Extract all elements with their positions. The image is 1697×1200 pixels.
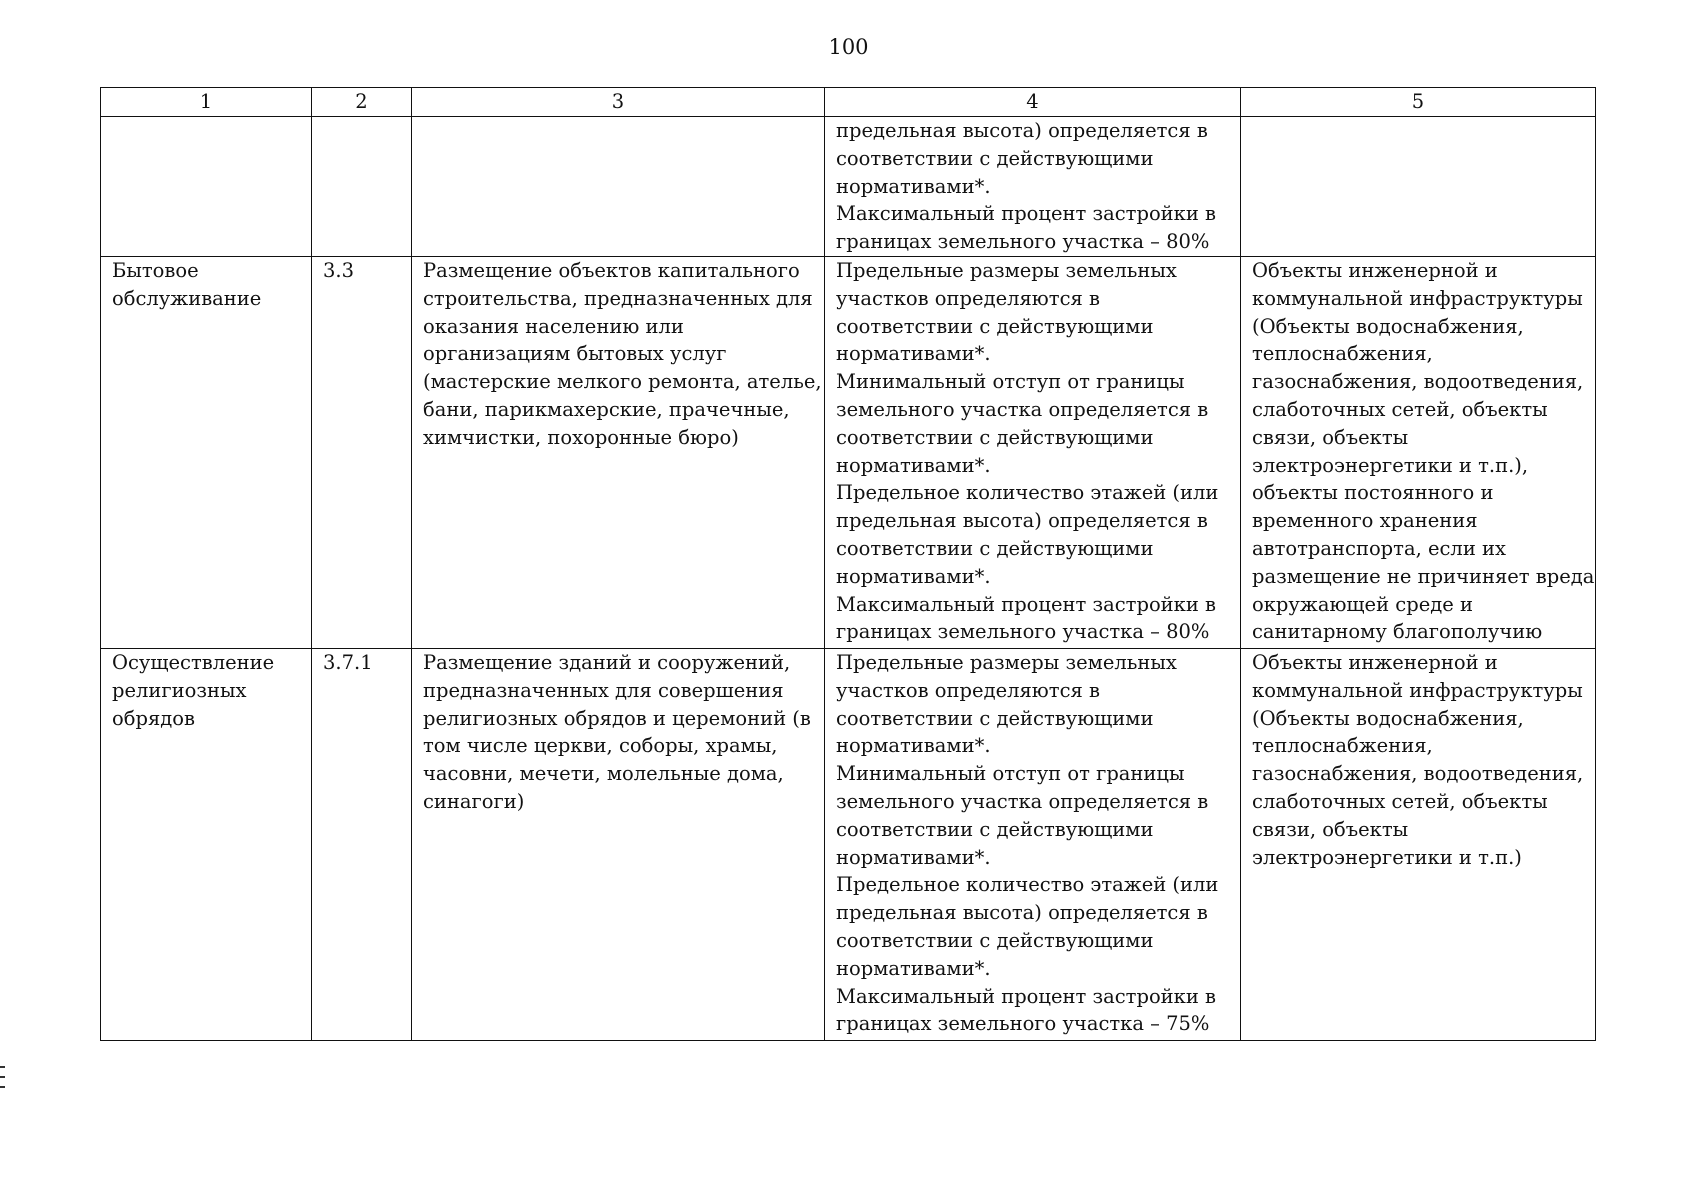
cell-text-line: соответствии с действующими — [836, 928, 1154, 952]
cell-text-line: нормативами*. — [836, 564, 991, 588]
continuation-cell-2 — [312, 117, 412, 257]
cell-text-line: Предельные размеры земельных — [836, 259, 1177, 282]
cell-text-line: Объекты инженерной и — [1252, 259, 1498, 282]
cell-text-line: организациям бытовых услуг — [423, 342, 727, 366]
cell-text-line: земельного участка определяется в — [836, 397, 1209, 421]
header-cell-2: 2 — [312, 88, 412, 117]
header-cell-5: 5 — [1241, 88, 1596, 117]
cell-text-line: газоснабжения, водоотведения, — [1252, 370, 1584, 394]
cell-text-line: нормативами*. — [836, 174, 991, 198]
cell-text-line: соответствии с действующими — [836, 425, 1154, 449]
cell-text-line: газоснабжения, водоотведения, — [1252, 762, 1584, 786]
header-cell-3: 3 — [412, 88, 825, 117]
cell-text-line: окружающей среде и — [1252, 592, 1473, 616]
cell-text-line: обрядов — [112, 706, 195, 730]
cell-text-line: Предельное количество этажей (или — [836, 481, 1219, 505]
cell-text-line: строительства, предназначенных для — [423, 286, 813, 310]
cell-text-line: Максимальный процент застройки в — [836, 202, 1217, 226]
scan-edge-mark — [0, 1086, 5, 1088]
cell-text-line: Осуществление — [112, 651, 275, 674]
cell-text-line: земельного участка определяется в — [836, 789, 1209, 813]
cell-text-line: объекты постоянного и — [1252, 481, 1494, 505]
cell-text-line: предельная высота) определяется в — [836, 509, 1208, 533]
cell-text-line: бани, парикмахерские, прачечные, — [423, 397, 790, 421]
cell-text-line: оказания населению или — [423, 314, 684, 338]
table-row — [101, 257, 1596, 649]
use-parameters-cell — [825, 257, 1241, 649]
cell-text-line: размещение не причиняет вреда — [1252, 564, 1595, 588]
cell-text-line: электроэнергетики и т.п.) — [1252, 845, 1522, 869]
auxiliary-uses-cell — [1241, 649, 1596, 1041]
continuation-row — [101, 117, 1596, 257]
cell-text-line: теплоснабжения, — [1252, 734, 1433, 758]
cell-text-line: обслуживание — [112, 286, 262, 310]
cell-text-line: предельная высота) определяется в — [836, 901, 1208, 925]
cell-text-line: Максимальный процент застройки в — [836, 592, 1217, 616]
cell-text-line: слаботочных сетей, объекты — [1252, 789, 1548, 813]
scan-edge-mark — [0, 1066, 5, 1068]
cell-text-line: коммунальной инфраструктуры — [1252, 678, 1583, 702]
cell-text-line: участков определяются в — [836, 678, 1100, 702]
cell-text-line: Максимальный процент застройки в — [836, 984, 1217, 1008]
continuation-cell-5 — [1241, 117, 1596, 257]
cell-text-line: предельная высота) определяется в — [836, 119, 1208, 142]
cell-text-line: Объекты инженерной и — [1252, 651, 1498, 674]
cell-text-line: Минимальный отступ от границы — [836, 370, 1185, 394]
auxiliary-uses-cell — [1241, 257, 1596, 649]
cell-text-line: теплоснабжения, — [1252, 342, 1433, 366]
scan-edge-mark — [0, 1076, 5, 1078]
use-name-cell — [101, 649, 312, 1041]
cell-text-line: (мастерские мелкого ремонта, ателье, — [423, 370, 822, 394]
cell-text-line: соответствии с действующими — [836, 536, 1154, 560]
header-cell-4: 4 — [825, 88, 1241, 117]
continuation-parameters — [825, 117, 1241, 257]
cell-text-line: нормативами*. — [836, 845, 991, 869]
cell-text-line: соответствии с действующими — [836, 314, 1154, 338]
cell-text-line: Размещение зданий и сооружений, — [423, 651, 791, 674]
cell-text-line: соответствии с действующими — [836, 817, 1154, 841]
cell-text-line: часовни, мечети, молельные дома, — [423, 762, 784, 786]
header-cell-1: 1 — [101, 88, 312, 117]
cell-text-line: (Объекты водоснабжения, — [1252, 314, 1524, 338]
page-number: 100 — [828, 35, 869, 59]
cell-text-line: коммунальной инфраструктуры — [1252, 286, 1583, 310]
use-description-cell — [412, 257, 825, 649]
cell-text-line: соответствии с действующими — [836, 146, 1154, 170]
cell-text-line: религиозных — [112, 678, 247, 702]
cell-text-line: синагоги) — [423, 789, 525, 813]
cell-text-line: Минимальный отступ от границы — [836, 762, 1185, 786]
cell-text-line: Бытовое — [112, 259, 199, 282]
cell-text-line: нормативами*. — [836, 453, 991, 477]
cell-text-line: санитарному благополучию — [1252, 620, 1543, 644]
continuation-cell-3 — [412, 117, 825, 257]
cell-text-line: электроэнергетики и т.п.), — [1252, 453, 1529, 477]
cell-text-line: границах земельного участка – 80% — [836, 620, 1210, 644]
zoning-table — [100, 87, 1596, 1041]
cell-text-line: нормативами*. — [836, 342, 991, 366]
cell-text-line: (Объекты водоснабжения, — [1252, 706, 1524, 730]
cell-text-line: предназначенных для совершения — [423, 678, 784, 702]
use-name-cell — [101, 257, 312, 649]
use-description-cell — [412, 649, 825, 1041]
cell-text-line: связи, объекты — [1252, 817, 1409, 841]
use-code-cell: 3.7.1 — [312, 649, 412, 1041]
continuation-cell-1 — [101, 117, 312, 257]
cell-text-line: Предельные размеры земельных — [836, 651, 1177, 674]
use-parameters-cell — [825, 649, 1241, 1041]
cell-text-line: временного хранения — [1252, 509, 1478, 533]
cell-text-line: слаботочных сетей, объекты — [1252, 397, 1548, 421]
cell-text-line: Предельное количество этажей (или — [836, 873, 1219, 897]
cell-text-line: автотранспорта, если их — [1252, 536, 1507, 560]
cell-text-line: том числе церкви, соборы, храмы, — [423, 734, 778, 758]
cell-text-line: границах земельного участка – 75% — [836, 1012, 1210, 1036]
table-row — [101, 649, 1596, 1041]
use-code-cell: 3.3 — [312, 257, 412, 649]
cell-text-line: Размещение объектов капитального — [423, 259, 800, 282]
cell-text-line: религиозных обрядов и церемоний (в — [423, 706, 811, 730]
table-header-row — [101, 88, 1596, 117]
cell-text-line: нормативами*. — [836, 956, 991, 980]
cell-text-line: связи, объекты — [1252, 425, 1409, 449]
cell-text-line: участков определяются в — [836, 286, 1100, 310]
cell-text-line: соответствии с действующими — [836, 706, 1154, 730]
cell-text-line: границах земельного участка – 80% — [836, 230, 1210, 254]
cell-text-line: нормативами*. — [836, 734, 991, 758]
cell-text-line: химчистки, похоронные бюро) — [423, 425, 739, 449]
